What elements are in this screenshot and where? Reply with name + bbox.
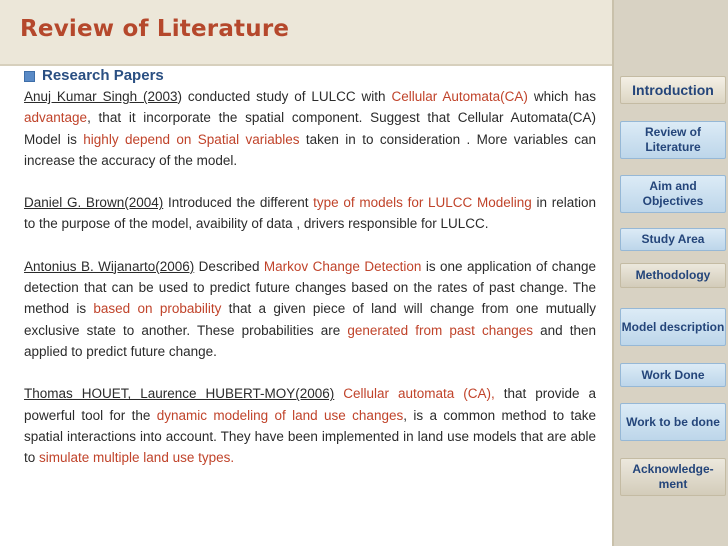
nav-work-to-be-done[interactable]: Work to be done — [620, 403, 726, 441]
paper-text — [334, 386, 343, 401]
paper-author: Daniel G. Brown(2004) — [24, 195, 164, 211]
nav-review-of-literature[interactable]: Review of Literature — [620, 121, 726, 159]
paper-author: Antonius B. Wijanarto(2006) — [24, 258, 195, 274]
paper-highlight: advantage — [24, 110, 88, 126]
paper-text: taken in to consideration . More variables can increase the accuracy of the model. — [24, 131, 596, 168]
paper-text: that provide a powerful tool for the — [24, 386, 596, 423]
paper-highlight: based on probability — [93, 301, 222, 317]
nav-methodology[interactable]: Methodology — [620, 263, 726, 288]
paper-highlight: highly depend on Spatial variables — [83, 131, 300, 147]
nav-work-done[interactable]: Work Done — [620, 363, 726, 387]
nav-aim-and-objectives[interactable]: Aim and Objectives — [620, 175, 726, 213]
nav-study-area[interactable]: Study Area — [620, 228, 726, 251]
paper-text: that a given piece of land will change from one mutually exclusive state to another. These probabilities are — [24, 301, 596, 338]
nav-introduction[interactable]: Introduction — [620, 76, 726, 104]
nav-model-description[interactable]: Model description — [620, 308, 726, 346]
content-area — [24, 66, 596, 468]
section-heading-text: Research Papers — [42, 67, 164, 85]
paper-highlight: dynamic modeling of land use changes — [156, 407, 404, 423]
panel-divider — [612, 0, 614, 546]
paper-highlight: Cellular Automata(CA) — [391, 89, 528, 104]
checkbox-bullet-icon — [24, 71, 35, 82]
slide-title: Review of Literature — [20, 16, 290, 42]
paper-text: in relation to the purpose of the model, avaibility of data , drivers responsible for LULCC. — [24, 195, 596, 232]
paper-entry — [24, 192, 596, 235]
paper-text: which has — [527, 89, 596, 104]
section-heading — [24, 66, 596, 86]
paper-entry — [24, 256, 596, 362]
paper-text: Introduced the different — [163, 195, 314, 211]
paper-author: Anuj Kumar Singh (2003 — [24, 89, 178, 104]
paper-entry — [24, 86, 596, 171]
paper-highlight: Markov Change Detection — [263, 258, 422, 274]
paper-text: is one application of change detection that can be used to predict future changes based on the rates of past change. The method is — [24, 258, 596, 317]
nav-acknowledgement[interactable]: Acknowledge-ment — [620, 458, 726, 496]
paper-text: Described — [194, 258, 264, 274]
paper-text: , that it incorporate the spatial component. Suggest that Cellular Automata(CA) Model is — [24, 110, 596, 147]
paper-highlight: generated from past changes — [347, 322, 533, 338]
paper-highlight: type of models for LULCC Modeling — [313, 195, 532, 211]
paper-highlight: simulate multiple land use types. — [39, 450, 235, 466]
paper-text: and then applied to predict future change. — [24, 322, 596, 359]
paper-text: ) conducted study of LULCC with — [177, 89, 392, 104]
paper-highlight: Cellular automata (CA), — [343, 386, 495, 402]
paper-entry — [24, 383, 596, 468]
paper-author: Thomas HOUET, Laurence HUBERT-MOY(2006) — [24, 386, 335, 402]
paper-text: , is a common method to take spatial interactions into account. They have been implemented in land use models that are able to — [24, 407, 596, 466]
